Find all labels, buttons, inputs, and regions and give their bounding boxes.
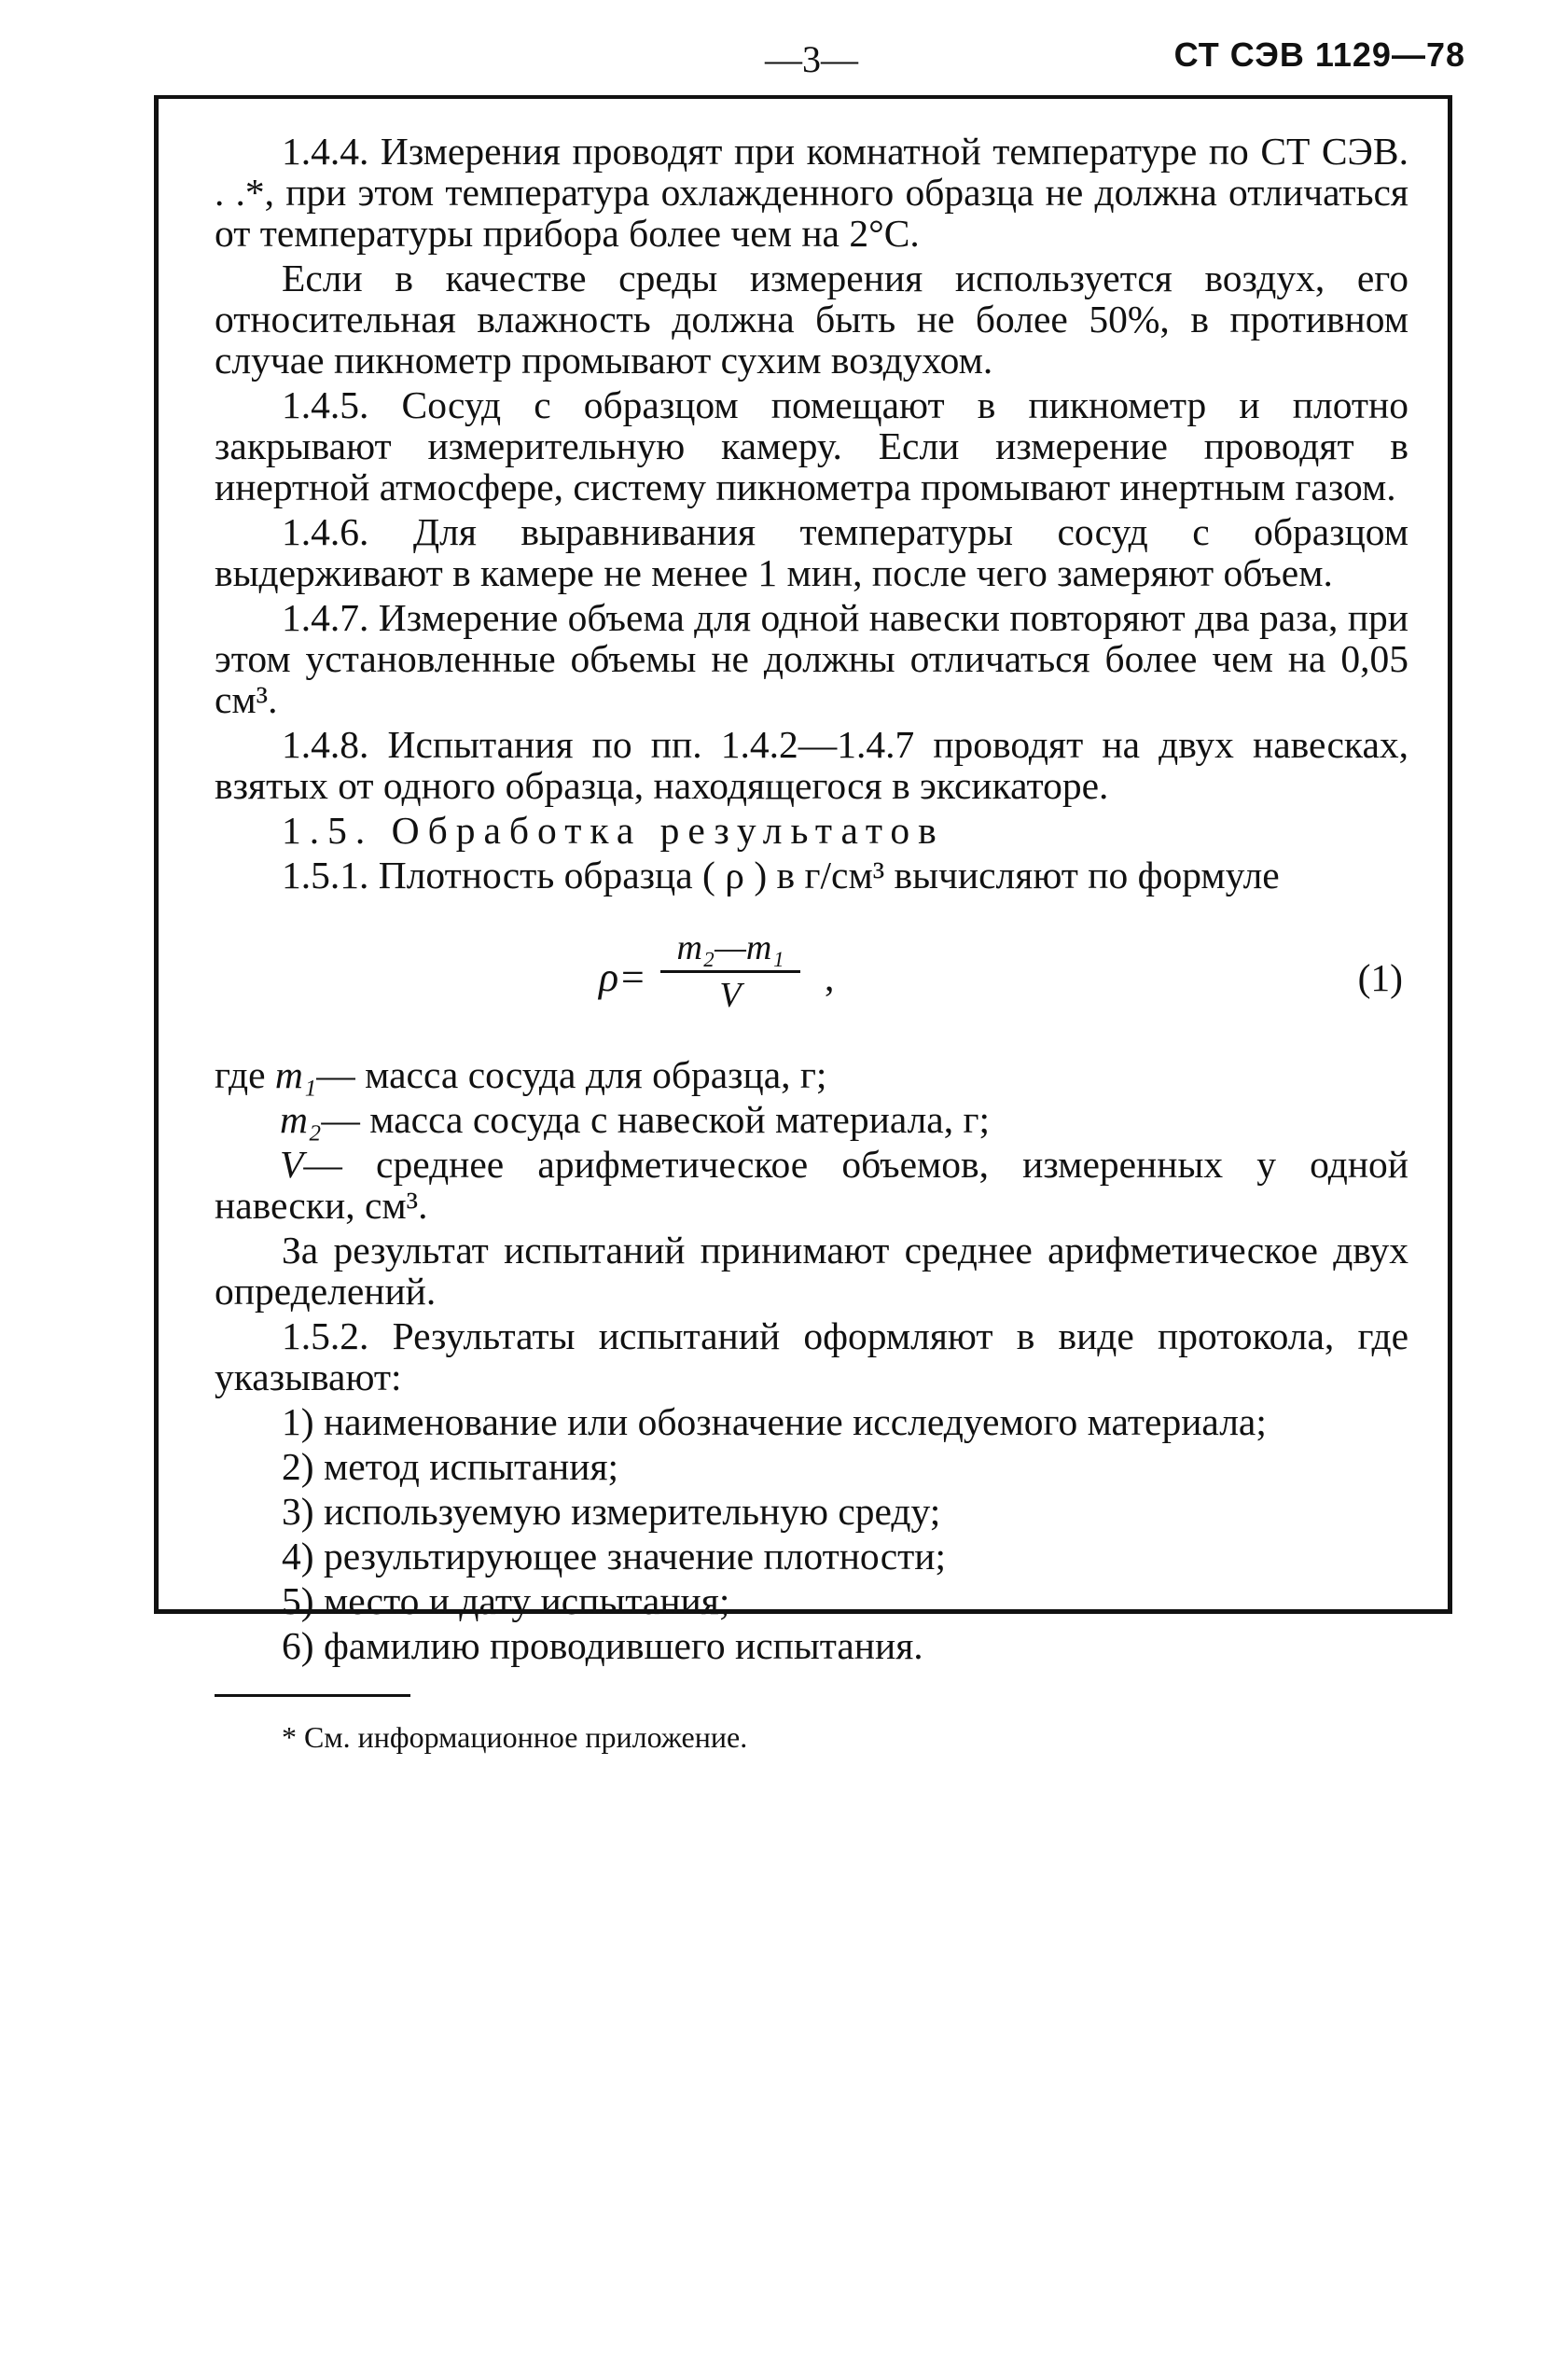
standard-code: СТ СЭВ 1129—78 [1173, 35, 1465, 74]
footnote-divider [215, 1694, 410, 1697]
var-v-text: — среднее арифметическое объемов, измеренных у одной навески, см³. [215, 1143, 1408, 1227]
formula-denominator: V [719, 976, 742, 1015]
list-item: 2) метод испытания; [282, 1445, 619, 1488]
list-item: 4) результирующее значение плотности; [282, 1535, 947, 1578]
density-formula [215, 916, 1408, 1037]
where-v [215, 1144, 1408, 1226]
paragraph-1-4-4: 1.4.4. Измерения проводят при комнатной температуре по СТ СЭВ. . .*, при этом температура охлажденного образца не должна отличаться от температуры прибора более чем на 2°С. [215, 130, 1408, 255]
protocol-list [215, 1401, 1408, 1666]
paragraph-1-4-8: 1.4.8. Испытания по пп. 1.4.2—1.4.7 проводят на двух навесках, взятых от одного образца, находящегося в эксикаторе. [215, 723, 1408, 807]
paragraph-result: За результат испытаний принимают среднее арифметическое двух определений. [215, 1229, 1408, 1313]
where-m1 [215, 1054, 1408, 1095]
formula-numerator: m₂—m₁ [660, 927, 800, 973]
footnote: * См. информационное приложение. [282, 1720, 748, 1754]
var-m1: m₁ [274, 1053, 317, 1096]
paragraph-humidity: Если в качестве среды измерения используется воздух, его относительная влажность должна быть не более 50%, в противном случае пикнометр промывают сухим воздухом. [215, 257, 1408, 382]
var-v: V [280, 1143, 304, 1186]
list-item: 1) наименование или обозначение исследуемого материала; [282, 1400, 1267, 1443]
list-item: 6) фамилию проводившего испытания. [282, 1624, 923, 1667]
formula-fraction [660, 927, 800, 1016]
section-heading-1-5: 1.5. Обработка результатов [282, 809, 945, 852]
var-m2-text: — масса сосуда с навеской материала, г; [321, 1098, 991, 1141]
paragraph-1-5-1: 1.5.1. Плотность образца ( ρ ) в г/см³ вычисляют по формуле [282, 854, 1280, 897]
list-item: 5) место и дату испытания; [282, 1579, 730, 1622]
list-item: 3) используемую измерительную среду; [282, 1490, 941, 1533]
var-m1-text: — масса сосуда для образца, г; [316, 1053, 827, 1096]
where-word: где [215, 1053, 266, 1096]
formula-comma: , [825, 956, 835, 999]
formula-lhs: ρ= [599, 954, 646, 1000]
formula-number: (1) [1357, 956, 1403, 999]
paragraph-1-4-5: 1.4.5. Сосуд с образцом помещают в пикнометр и плотно закрывают измерительную камеру. Если измерение проводят в инертной атмосфере, систему пикнометра промывают инертным газом. [215, 383, 1408, 508]
where-m2 [215, 1099, 1408, 1140]
paragraph-1-5-2: 1.5.2. Результаты испытаний оформляют в виде протокола, где указывают: [215, 1314, 1408, 1398]
paragraph-1-4-6: 1.4.6. Для выравнивания температуры сосуд с образцом выдерживают в камере не менее 1 мин, после чего замеряют объем. [215, 510, 1408, 594]
var-m2: m₂ [280, 1098, 322, 1141]
paragraph-1-4-7: 1.4.7. Измерение объема для одной навески повторяют два раза, при этом установленные объемы не должны отличаться более чем на 0,05 см³. [215, 596, 1408, 721]
document-body [215, 131, 1408, 1758]
page-number: —3— [765, 38, 858, 80]
